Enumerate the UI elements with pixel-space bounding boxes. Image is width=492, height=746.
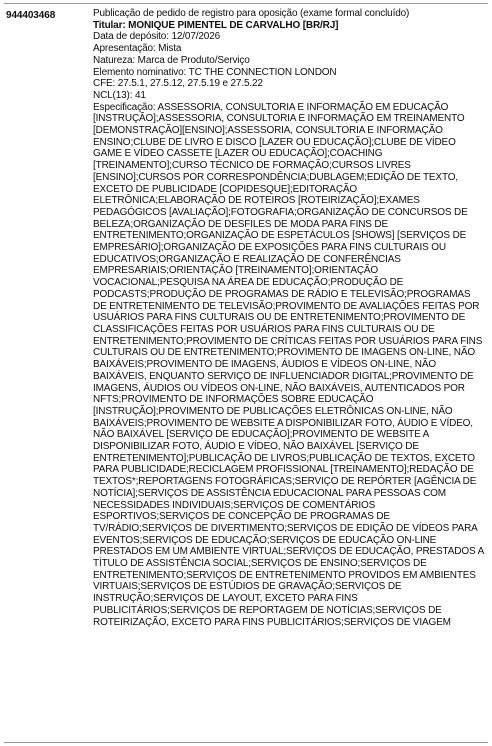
presentation: Apresentação: Mista <box>93 43 182 55</box>
deposit-date: Data de depósito: 12/07/2026 <box>93 31 221 43</box>
ncl-class: NCL(13): 41 <box>93 89 146 101</box>
titular-label: Titular: <box>93 19 126 31</box>
nominative-element: Elemento nominativo: TC THE CONNECTION LONDON <box>93 66 337 78</box>
dispatch-description: Publicação de pedido de registro para oposição (exame formal concluído) <box>93 8 410 19</box>
record-details <box>93 8 485 628</box>
nature: Natureza: Marca de Produto/Serviço <box>93 54 250 66</box>
top-divider <box>4 3 488 4</box>
specification-text: Especificação: ASSESSORIA, CONSULTORIA E INFORMAÇÃO EM EDUCAÇÃO [INSTRUÇÃO];ASSESSORIA, CONSULTORIA E INFORMAÇÃO EM TREINAMENTO [DEMONSTRAÇÃO][ENSINO];ASSESSORIA, CONSULTORIA E INFORMAÇÃO ENSINO;CLUBE DE LIVRO E DISCO [LAZER OU EDUCAÇÃO];CLUBE DE VÍDEO GAME E VÍDEO CASSETE [LAZER OU EDUCAÇÃO];COACHING [TREINAMENTO];CURSO TÉCNICO DE FORMAÇÃO;CURSOS LIVRES [ENSINO];CURSOS POR CORRESPONDÊNCIA;DUBLAGEM;EDIÇÃO DE TEXTO, EXCETO DE PUBLICIDADE [COPIDESQUE];EDITORAÇÃO ELETRÔNICA;ELABORAÇÃO DE ROTEIROS [ROTEIRIZAÇÃO];EXAMES PEDAGÓGICOS [AVALIAÇÃO];FOTOGRAFIA;ORGANIZAÇÃO DE CONCURSOS DE BELEZA;ORGANIZAÇÃO DE DESFILES DE MODA PARA FINS DE ENTRETENIMENTO;ORGANIZAÇÃO DE ESPETÁCULOS [SHOWS] [SERVIÇOS DE EMPRESÁRIO];ORGANIZAÇÃO DE EXPOSIÇÕES PARA FINS CULTURAIS OU EDUCATIVOS;ORGANIZAÇÃO E REALIZAÇÃO DE CONFERÊNCIAS EMPRESARIAIS;ORIENTAÇÃO [TREINAMENTO];ORIENTAÇÃO VOCACIONAL;PESQUISA NA ÁREA DE EDUCAÇÃO;PRODUÇÃO DE PODCASTS;PRODUÇÃO DE PROGRAMAS DE RÁDIO E TELEVISÃO;PROGRAMAS DE ENTRETENIMENTO DE TELEVISÃO;PROVIMENTO DE AVALIAÇÕES FEITAS POR USUÁRIOS PARA FINS CULTURAIS OU DE ENTRETENIMENTO;PROVIMENTO DE CLASSIFICAÇÕES FEITAS POR USUÁRIOS PARA FINS CULTURAIS OU DE ENTRETENIMENTO;PROVIMENTO DE CRÍTICAS FEITAS POR USUÁRIOS PARA FINS CULTURAIS OU DE ENTRETENIMENTO;PROVIMENTO DE IMAGENS ON-LINE, NÃO BAIXÁVEIS;PROVIMENTO DE IMAGENS, ÁUDIOS E VÍDEOS ON-LINE, NÃO BAIXÁVEIS, ENQUANTO SERVIÇO DE INFLUENCIADOR DIGITAL;PROVIMENTO DE IMAGENS, ÁUDIOS OU VÍDEOS ON-LINE, NÃO BAIXÁVEIS, AUTENTICADOS POR NFTS;PROVIMENTO DE INFORMAÇÕES SOBRE EDUCAÇÃO [INSTRUÇÃO];PROVIMENTO DE PUBLICAÇÕES ELETRÔNICAS ON-LINE, NÃO BAIXÁVEIS;PROVIMENTO DE WEBSITE A DISPONIBILIZAR FOTO, ÁUDIO E VÍDEO, NÃO BAIXÁVEL [SERVIÇO DE EDUCAÇÃO];PROVIMENTO DE WEBSITE A DISPONIBILIZAR FOTO, ÁUDIO E VÍDEO, NÃO BAIXÁVEL [SERVIÇO DE ENTRETENIMENTO];PUBLICAÇÃO DE LIVROS;PUBLICAÇÃO DE TEXTOS, EXCETO PARA PUBLICIDADE;RECICLAGEM PROFISSIONAL [TREINAMENTO];REDAÇÃO DE TEXTOS*;REPORTAGENS FOTOGRÁFICAS;SERVIÇO DE REPÓRTER [AGÊNCIA DE NOTÍCIA];SERVIÇOS DE ASSISTÊNCIA EDUCACIONAL PARA PESSOAS COM NECESSIDADES INDIVIDUAIS;SERVIÇOS DE COMENTÁRIOS ESPORTIVOS;SERVIÇOS DE CONCEPÇÃO DE PROGRAMAS DE TV/RÁDIO;SERVIÇOS DE DIVERTIMENTO;SERVIÇOS DE EDIÇÃO DE VÍDEOS PARA EVENTOS;SERVIÇOS DE EDUCAÇÃO;SERVIÇOS DE EDUCAÇÃO ON-LINE PRESTADOS EM UM AMBIENTE VIRTUAL;SERVIÇOS DE EDUCAÇÃO, PRESTADOS A TÍTULO DE ASSISTÊNCIA SOCIAL;SERVIÇOS DE ENSINO;SERVIÇOS DE ENTRETENIMENTO;SERVIÇOS DE ENTRETENIMENTO PROVIDOS EM AMBIENTES VIRTUAIS;SERVIÇOS DE ESTÚDIOS DE GRAVAÇÃO;SERVIÇOS DE INSTRUÇÃO;SERVIÇOS DE LAYOUT, EXCETO PARA FINS PUBLICITÁRIOS;SERVIÇOS DE REPORTAGEM DE NOTÍCIAS;SERVIÇOS DE ROTEIRIZAÇÃO, EXCETO PARA FINS PUBLICITÁRIOS;SERVIÇOS DE VIAGEM <box>93 101 484 628</box>
titular-value: MONIQUE PIMENTEL DE CARVALHO [BR/RJ] <box>128 19 339 31</box>
process-number: 944403468 <box>6 10 56 21</box>
bottom-divider <box>4 742 488 743</box>
cfe-codes: CFE: 27.5.1, 27.5.12, 27.5.19 e 27.5.22 <box>93 78 263 90</box>
titular-line <box>93 20 485 32</box>
